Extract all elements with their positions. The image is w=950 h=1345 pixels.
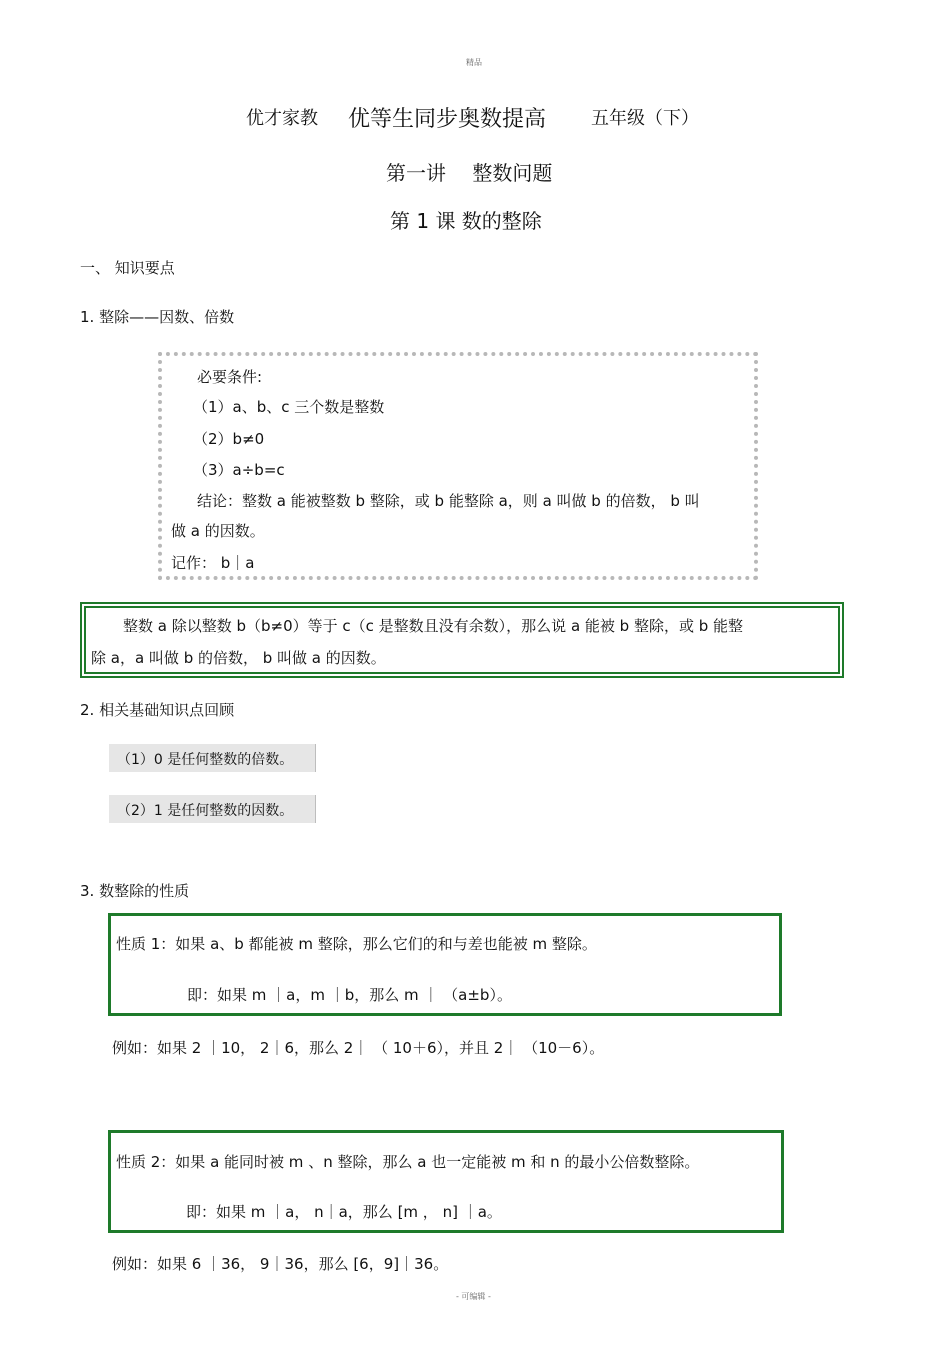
lesson-title: 第 1 课 数的整除 (390, 209, 542, 233)
fact-box-2: （2）1 是任何整数的因数。 (109, 795, 316, 823)
property-1-line-2: 即：如果 m ｜a，m ｜b，那么 m ｜ （a±b）。 (187, 986, 512, 1004)
property-2-line-1: 性质 2：如果 a 能同时被 m 、n 整除，那么 a 也一定能被 m 和 n 的最小公倍数整除。 (116, 1153, 700, 1171)
example-2: 例如：如果 6 ｜36， 9｜36，那么 [6，9]｜36。 (112, 1255, 449, 1273)
def-line-7: 记作： b｜a (171, 554, 255, 572)
def-line-2: （1）a、b、c 三个数是整数 (193, 398, 385, 416)
brand-title: 优才家教 (246, 108, 318, 129)
grade-label: 五年级（下） (591, 108, 699, 129)
item-heading-1: 1. 整除——因数、倍数 (80, 308, 235, 326)
def-line-3: （2）b≠0 (193, 430, 265, 448)
item-heading-2: 2. 相关基础知识点回顾 (80, 701, 235, 719)
summary-line-2: 除 a，a 叫做 b 的倍数， b 叫做 a 的因数。 (91, 649, 386, 667)
footer-mark: - 可编辑 - (456, 1292, 491, 1301)
def-line-5: 结论：整数 a 能被整数 b 整除，或 b 能整除 a，则 a 叫做 b 的倍数， b 叫 (197, 492, 700, 510)
lecture-title: 第一讲 整数问题 (386, 161, 553, 185)
fact-box-1: （1）0 是任何整数的倍数。 (109, 744, 316, 772)
item-heading-3: 3. 数整除的性质 (80, 882, 190, 900)
header-mark: 精品 (466, 58, 482, 67)
example-1: 例如：如果 2 ｜10， 2｜6，那么 2｜ （ 10＋6），并且 2｜ （10－6）。 (112, 1039, 605, 1057)
section-heading: 一、 知识要点 (80, 259, 175, 277)
def-line-4: （3）a÷b=c (193, 461, 285, 479)
def-line-6: 做 a 的因数。 (171, 522, 265, 540)
summary-line-1: 整数 a 除以整数 b（b≠0）等于 c（c 是整数且没有余数），那么说 a 能被 b 整除，或 b 能整 (123, 617, 744, 635)
def-line-1: 必要条件: (197, 368, 263, 386)
book-title: 优等生同步奥数提高 (348, 107, 547, 132)
property-1-line-1: 性质 1：如果 a、b 都能被 m 整除，那么它们的和与差也能被 m 整除。 (116, 935, 597, 953)
property-2-line-2: 即：如果 m ｜a， n｜a，那么 [m ， n] ｜a。 (186, 1203, 502, 1221)
